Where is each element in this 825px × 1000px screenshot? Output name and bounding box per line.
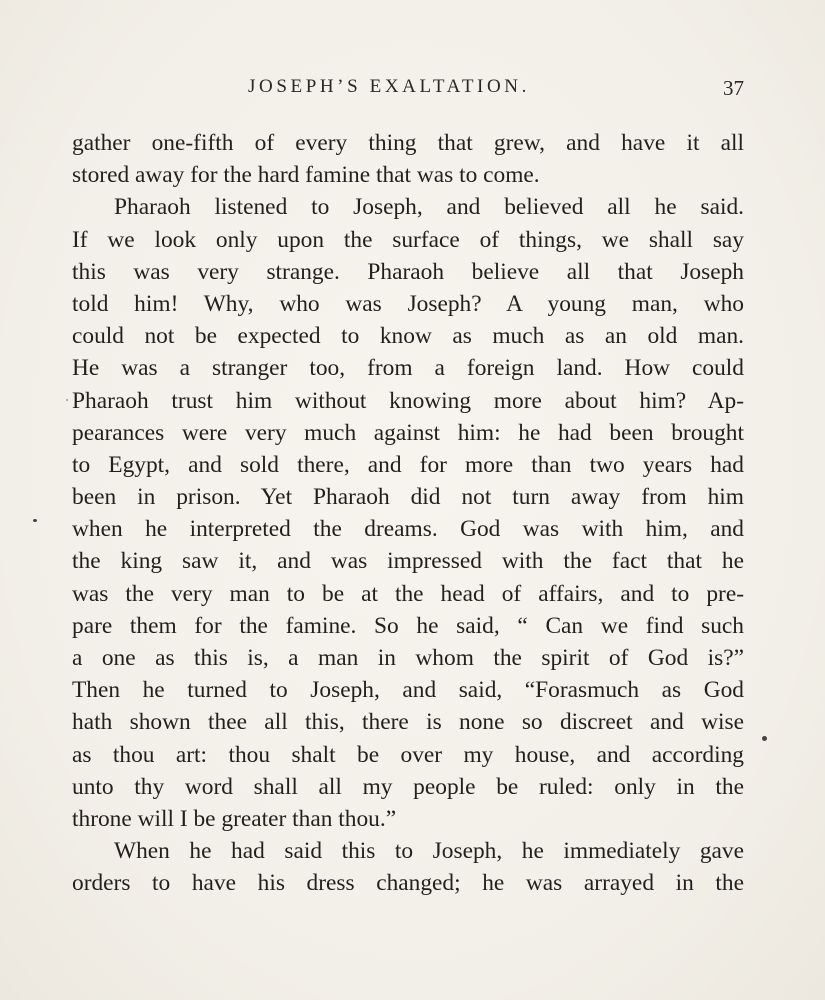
text-line: a one as this is, a man in whom the spirit of God is?” bbox=[72, 645, 744, 671]
text-line: this was very strange. Pharaoh believe all that Joseph bbox=[72, 258, 744, 285]
text-line: when he interpreted the dreams. God was with him, and bbox=[72, 516, 744, 543]
text-line: as thou art: thou shalt be over my house, and according bbox=[72, 741, 744, 768]
text-line: unto thy word shall all my people be ruled: only in the bbox=[72, 773, 744, 800]
text-line: the king saw it, and was impressed with the fact that he bbox=[72, 548, 744, 575]
chapter-title: JOSEPH’S EXALTATION. bbox=[248, 76, 530, 97]
text-line: could not be expected to know as much as an old man. bbox=[72, 323, 744, 350]
text-line: orders to have his dress changed; he was arrayed in the bbox=[72, 870, 744, 897]
text-line: was the very man to be at the head of affairs, and to pre- bbox=[72, 580, 744, 607]
text-line: stored away for the hard famine that was to come. bbox=[72, 162, 540, 189]
text-line: He was a stranger too, from a foreign land. How could bbox=[72, 355, 744, 382]
paper-speck bbox=[33, 519, 37, 522]
text-line: throne will I be greater than thou.” bbox=[72, 805, 397, 832]
text-line: If we look only upon the surface of things, we shall say bbox=[72, 226, 744, 253]
text-line: told him! Why, who was Joseph? A young man, who bbox=[72, 290, 744, 317]
text-line: pearances were very much against him: he had been brought bbox=[72, 419, 744, 446]
text-line: pare them for the famine. So he said, “ Can we find such bbox=[72, 612, 744, 639]
page-number: 37 bbox=[723, 76, 744, 100]
text-line: Pharaoh trust him without knowing more about him? Ap- bbox=[72, 387, 744, 414]
text-line: gather one-fifth of every thing that grew, and have it all bbox=[72, 130, 744, 156]
text-line: When he had said this to Joseph, he immediately gave bbox=[114, 838, 744, 865]
text-line: to Egypt, and sold there, and for more than two years had bbox=[72, 451, 744, 478]
text-line: Then he turned to Joseph, and said, “Forasmuch as God bbox=[72, 677, 744, 704]
text-line: been in prison. Yet Pharaoh did not turn away from him bbox=[72, 484, 744, 511]
text-line: Pharaoh listened to Joseph, and believed all he said. bbox=[114, 194, 744, 221]
text-line: hath shown thee all this, there is none so discreet and wise bbox=[72, 709, 744, 736]
paper-speck bbox=[762, 736, 767, 741]
paper-speck bbox=[66, 399, 68, 401]
body-text bbox=[72, 127, 744, 900]
running-header bbox=[72, 76, 744, 106]
